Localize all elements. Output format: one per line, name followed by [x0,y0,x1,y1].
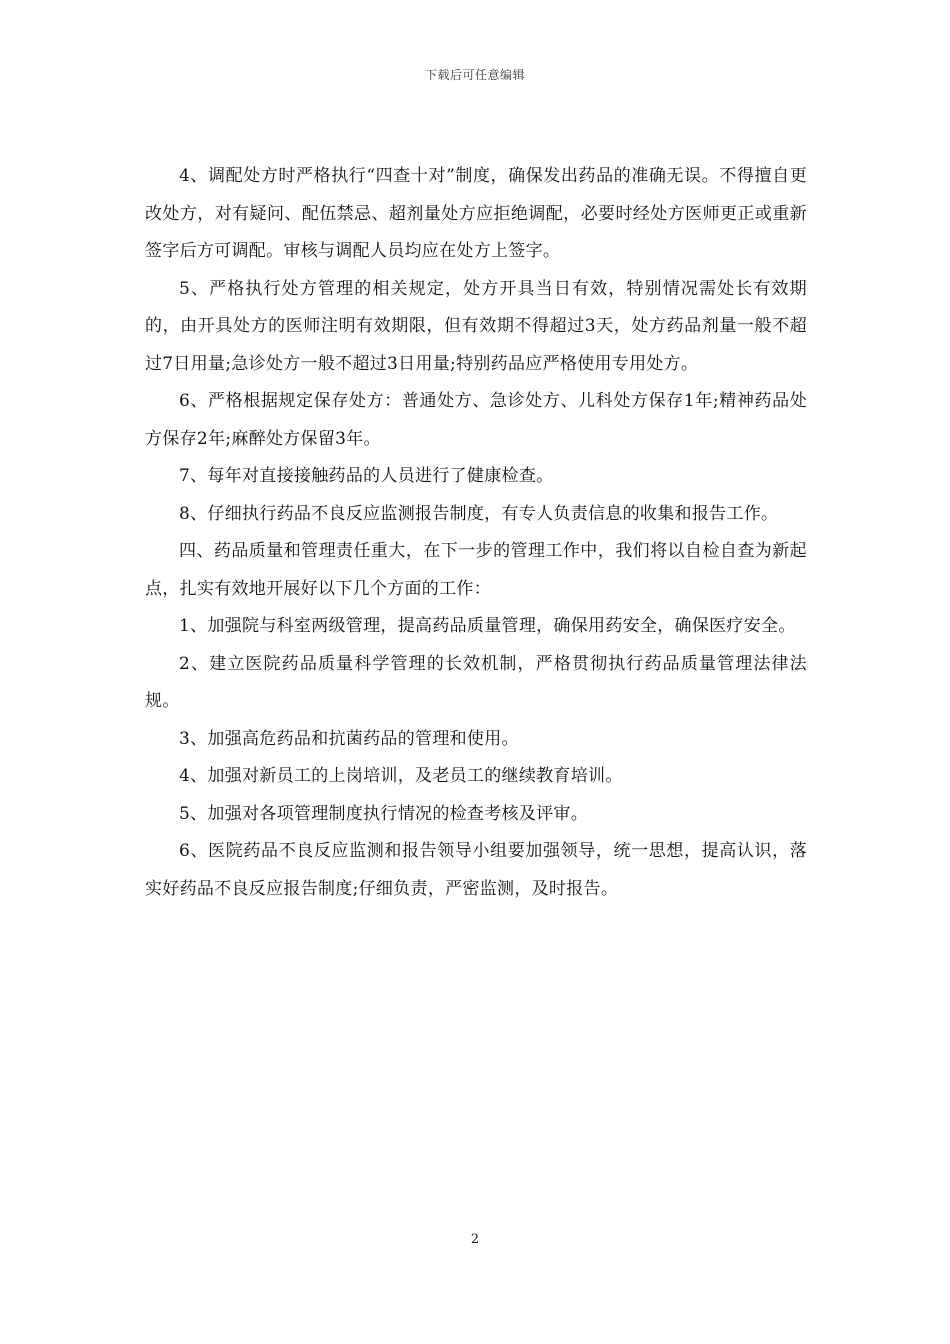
plan-item-6: 6、医院药品不良反应监测和报告领导小组要加强领导，统一思想，提高认识，落实好药品不良反应报告制度;仔细负责，严密监测，及时报告。 [145,841,807,899]
paragraph-item-4-dispensing: 4、调配处方时严格执行“四查十对”制度，确保发出药品的准确无误。不得擅自更改处方，对有疑问、配伍禁忌、超剂量处方应拒绝调配，必要时经处方医师更正或重新签字后方可调配。审核与调配人员均应在处方上签字。 [145,166,807,261]
paragraph-item-7-health-check: 7、每年对直接接触药品的人员进行了健康检查。 [179,466,554,486]
plan-item-1: 1、加强院与科室两级管理，提高药品质量管理，确保用药安全，确保医疗安全。 [179,616,796,636]
plan-item-4: 4、加强对新员工的上岗培训，及老员工的继续教育培训。 [179,766,623,786]
paragraph-item-8-adverse-reaction: 8、仔细执行药品不良反应监测报告制度，有专人负责信息的收集和报告工作。 [179,503,779,524]
plan-item-3: 3、加强高危药品和抗菌药品的管理和使用。 [179,728,519,749]
paragraph-item-6-prescription-storage: 6、严格根据规定保存处方：普通处方、急诊处方、儿科处方保存1年;精神药品处方保存2年;麻醉处方保留3年。 [145,391,807,449]
page-header: 下载后可任意编辑 [424,68,525,82]
section-four-paragraph: 四、药品质量和管理责任重大，在下一步的管理工作中，我们将以自检自查为新起点，扎实有效地开展好以下几个方面的工作： [145,541,807,599]
plan-item-2: 2、建立医院药品质量科学管理的长效机制，严格贯彻执行药品质量管理法律法规。 [145,653,807,711]
page-number: 2 [470,1232,480,1247]
paragraph-item-5-prescription-validity: 5、严格执行处方管理的相关规定，处方开具当日有效，特别情况需处长有效期的，由开具处方的医师注明有效期限，但有效期不得超过3天，处方药品剂量一般不超过7日用量;急诊处方一般不超过3日用量;特别药品应严格使用专用处方。 [145,278,807,374]
document-body [145,158,807,908]
plan-item-5: 5、加强对各项管理制度执行情况的检查考核及评审。 [179,803,589,824]
